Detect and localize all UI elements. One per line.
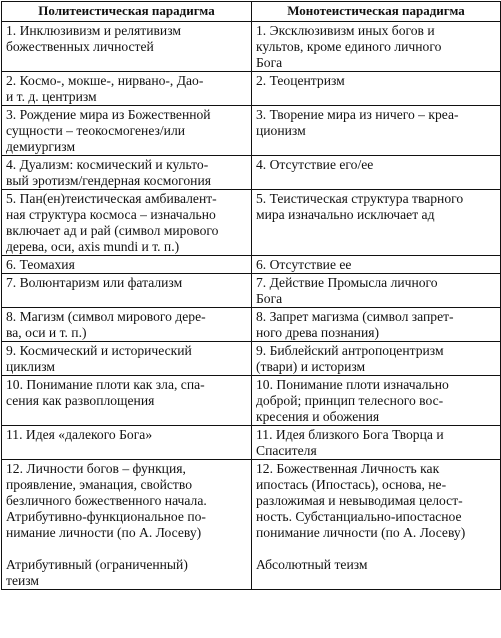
cell-text: 8. Магизм (символ мирового дере- ва, оси и т. п.) [6,309,206,340]
cell-monotheistic [252,190,501,256]
table-row [2,256,501,274]
cell-text: 6. Отсутствие ее [256,257,352,272]
cell-polytheistic [2,190,252,256]
cell-text: 12. Божественная Личность как ипостась (Ипостась), основа, не- разложимая и невыводимая целост- ность. Субстанциально-ипостасное понимание личности (по А. Лосеву) [256,461,466,540]
header-monotheistic: Монотеистическая парадигма [252,2,501,22]
table-header-row [2,2,501,22]
cell-monotheistic [252,460,501,590]
cell-text: 10. Понимание плоти как зла, спа- сения как развоплощения [6,377,205,408]
table-row [2,72,501,106]
cell-text: 7. Действие Промысла личного Бога [256,275,438,306]
cell-monotheistic [252,426,501,460]
cell-conclusion-text: Абсолютный теизм [256,557,368,572]
cell-polytheistic [2,256,252,274]
cell-text: 3. Творение мира из ничего – креа- ционизм [256,107,459,138]
cell-polytheistic [2,22,252,72]
cell-text: 2. Космо-, мокше-, нирвано-, Дао- и т. д. центризм [6,73,204,104]
header-polytheistic: Политеистическая парадигма [2,2,252,22]
cell-gap [6,541,247,557]
cell-text: 2. Теоцентризм [256,73,345,88]
cell-text: 1. Инклюзивизм и релятивизм божественных личностей [6,23,181,54]
cell-text: 9. Космический и исторический циклизм [6,343,192,374]
cell-text: 6. Теомахия [6,257,75,272]
cell-monotheistic [252,106,501,156]
table-row [2,274,501,308]
cell-polytheistic [2,274,252,308]
cell-text: 12. Личности богов – функция, проявление, эманация, свойство безличного божественного начала. Атрибутивно-функциональное по- нимание личности (по А. Лосеву) [6,461,207,540]
cell-text: 4. Отсутствие его/ее [256,157,374,172]
cell-text: 7. Волюнтаризм или фатализм [6,275,183,290]
cell-text: 9. Библейский антропоцентризм (твари) и историзм [256,343,444,374]
table-row [2,460,501,590]
table-row [2,342,501,376]
cell-gap [256,541,496,557]
cell-text: 11. Идея близкого Бога Творца и Спасителя [256,427,444,458]
cell-polytheistic [2,156,252,190]
cell-monotheistic [252,274,501,308]
table-row [2,308,501,342]
cell-text: 5. Пан(ен)теистическая амбивалент- ная структура космоса – изначально включает ад и рай (символ мирового дерева, оси, axis mundi и т. п.) [6,191,219,254]
cell-text: 11. Идея «далекого Бога» [6,427,153,442]
cell-monotheistic [252,22,501,72]
cell-text: 8. Запрет магизма (символ запрет- ного древа познания) [256,309,454,340]
cell-text: 3. Рождение мира из Божественной сущности – теокосмогенез/или демиургизм [6,107,211,154]
table-row [2,106,501,156]
cell-polytheistic [2,106,252,156]
cell-monotheistic [252,256,501,274]
comparison-table [1,1,501,590]
table-row [2,22,501,72]
cell-polytheistic [2,72,252,106]
cell-polytheistic [2,342,252,376]
cell-polytheistic [2,460,252,590]
table-row [2,190,501,256]
cell-conclusion-text: Атрибутивный (ограниченный) теизм [6,557,188,588]
table-row [2,156,501,190]
cell-text: 10. Понимание плоти изначально доброй; принцип телесного вос- кресения и обожения [256,377,449,424]
cell-polytheistic [2,376,252,426]
cell-polytheistic [2,308,252,342]
cell-text: 1. Эксклюзивизм иных богов и культов, кроме единого личного Бога [256,23,442,70]
cell-text: 5. Теистическая структура тварного мира изначально исключает ад [256,191,464,222]
cell-monotheistic [252,342,501,376]
cell-monotheistic [252,156,501,190]
cell-polytheistic [2,426,252,460]
cell-monotheistic [252,376,501,426]
cell-monotheistic [252,72,501,106]
table-row [2,426,501,460]
cell-monotheistic [252,308,501,342]
cell-text: 4. Дуализм: космический и культо- вый эротизм/гендерная космогония [6,157,211,188]
table-row [2,376,501,426]
